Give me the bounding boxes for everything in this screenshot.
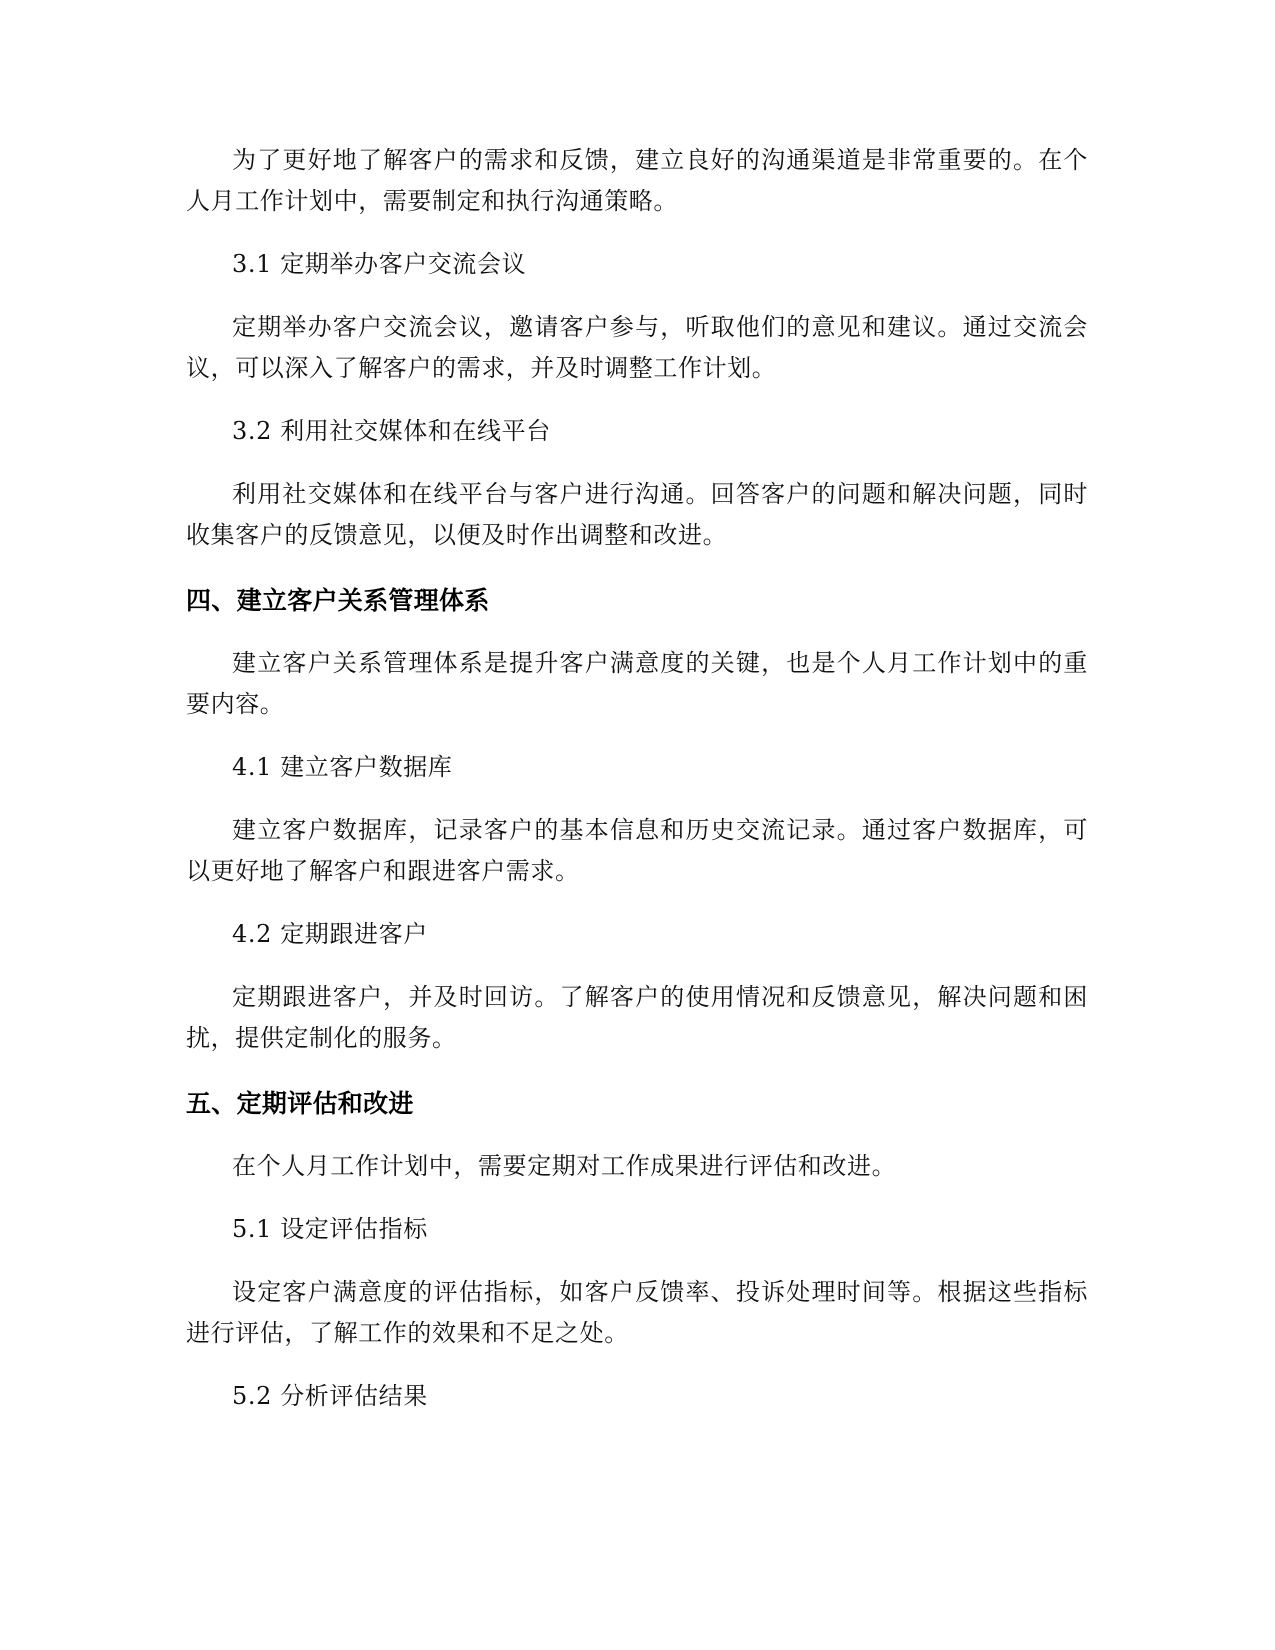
paragraph-section-5-intro: 在个人月工作计划中，需要定期对工作成果进行评估和改进。: [232, 1152, 897, 1180]
section-heading-5: 五、定期评估和改进: [186, 1089, 414, 1118]
paragraph-3-1: 定期举办客户交流会议，邀请客户参与，听取他们的意见和建议。通过交流会议，可以深入了解客户的需求，并及时调整工作计划。: [186, 313, 1088, 382]
subheading-5-2: 5.2 分析评估结果: [232, 1382, 428, 1410]
paragraph-3-2: 利用社交媒体和在线平台与客户进行沟通。回答客户的问题和解决问题，同时收集客户的反馈意见，以便及时作出调整和改进。: [186, 480, 1088, 549]
section-heading-4: 四、建立客户关系管理体系: [186, 586, 490, 615]
subheading-3-2: 3.2 利用社交媒体和在线平台: [232, 417, 551, 445]
paragraph-5-1: 设定客户满意度的评估指标，如客户反馈率、投诉处理时间等。根据这些指标进行评估，了解工作的效果和不足之处。: [186, 1278, 1088, 1347]
paragraph-communication-intro: 为了更好地了解客户的需求和反馈，建立良好的沟通渠道是非常重要的。在个人月工作计划中，需要制定和执行沟通策略。: [186, 146, 1088, 215]
subheading-4-2: 4.2 定期跟进客户: [232, 920, 428, 948]
subheading-3-1: 3.1 定期举办客户交流会议: [232, 250, 527, 278]
subheading-5-1: 5.1 设定评估指标: [232, 1215, 428, 1243]
document-body: [186, 140, 1088, 1417]
paragraph-section-4-intro: 建立客户关系管理体系是提升客户满意度的关键，也是个人月工作计划中的重要内容。: [186, 649, 1088, 718]
paragraph-4-1: 建立客户数据库，记录客户的基本信息和历史交流记录。通过客户数据库，可以更好地了解客户和跟进客户需求。: [186, 816, 1088, 885]
subheading-4-1: 4.1 建立客户数据库: [232, 753, 453, 781]
paragraph-4-2: 定期跟进客户，并及时回访。了解客户的使用情况和反馈意见，解决问题和困扰，提供定制化的服务。: [186, 983, 1088, 1052]
